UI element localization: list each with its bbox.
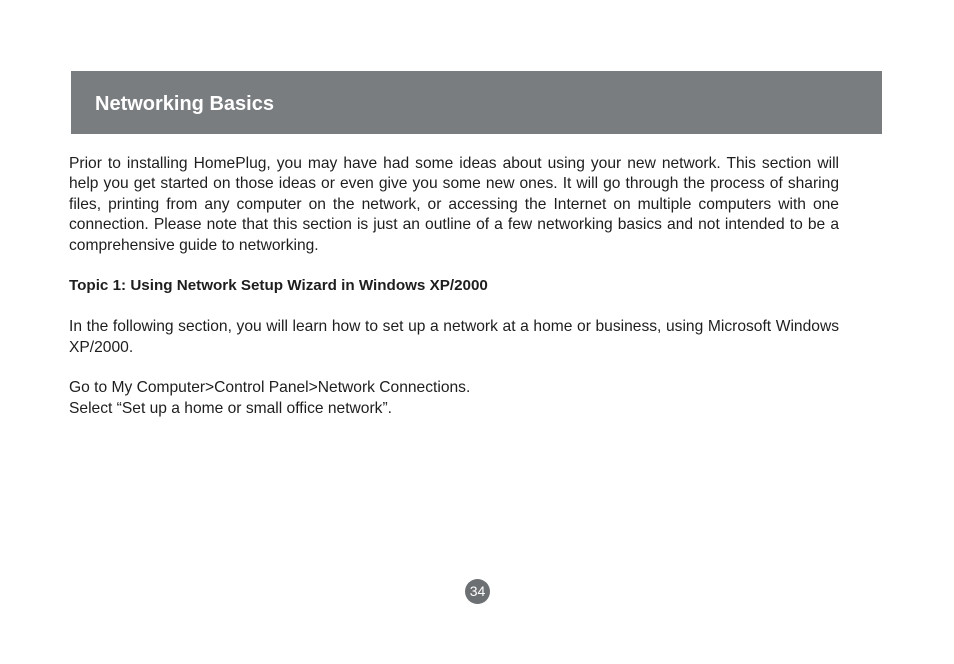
page-title: Networking Basics <box>95 93 274 115</box>
spacer <box>69 358 839 378</box>
instruction-step-1: Go to My Computer>Control Panel>Network Connections. <box>69 379 471 397</box>
topic-intro-paragraph: In the following section, you will learn how to set up a network at a home or business, using Microsoft Windows XP/2000. <box>69 318 839 356</box>
section-header-bar <box>71 71 882 134</box>
page-number-badge: 34 <box>465 579 490 604</box>
spacer <box>69 256 839 276</box>
topic-heading: Topic 1: Using Network Setup Wizard in Windows XP/2000 <box>69 277 488 295</box>
main-content <box>69 154 839 419</box>
instruction-step-2: Select “Set up a home or small office network”. <box>69 399 392 417</box>
intro-paragraph: Prior to installing HomePlug, you may have had some ideas about using your new network. This section will help you get started on those ideas or even give you some new ones. It will go through the process of sharing files, printing from any computer on the network, or accessing the Internet on multiple computers with one connection. Please note that this section is just an outline of a few networking basics and not intended to be a comprehensive guide to networking. <box>69 155 839 254</box>
spacer <box>69 297 839 317</box>
